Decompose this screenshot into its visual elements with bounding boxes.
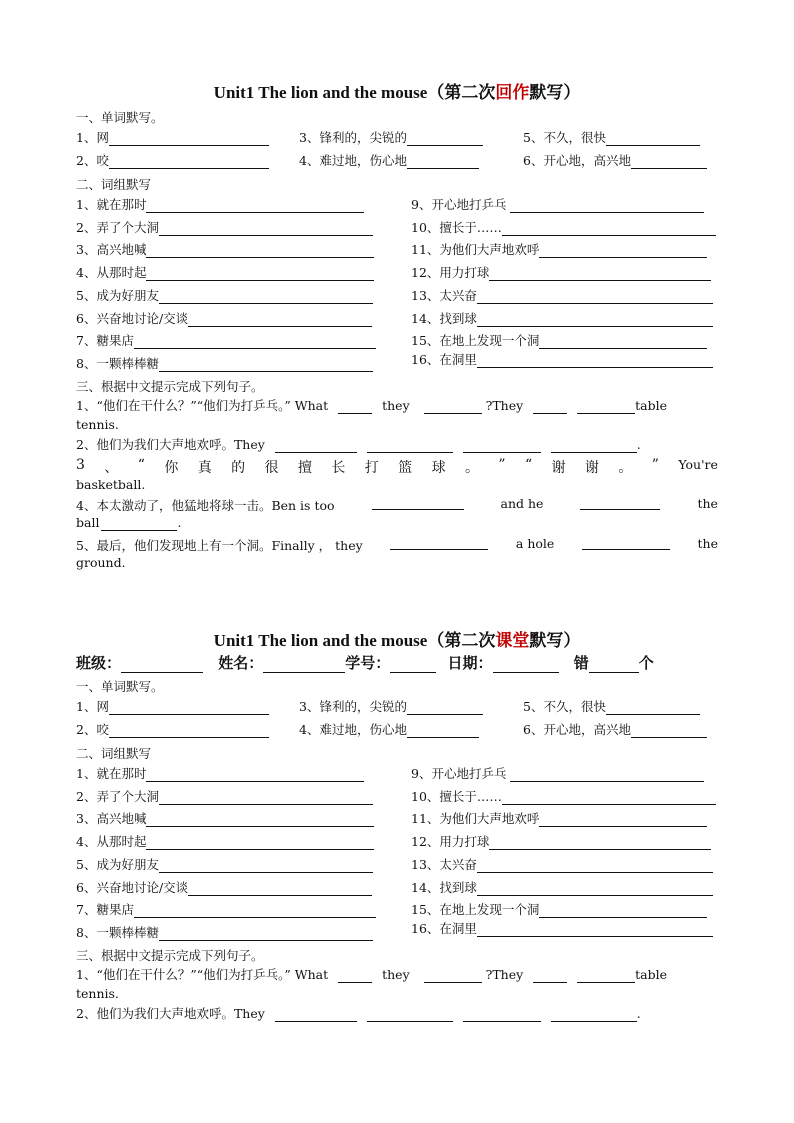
phrase-item: 3、高兴地喊: [76, 242, 374, 258]
sentence-1-cont: tennis.: [76, 986, 119, 1001]
word-item: 2、咬: [76, 722, 269, 738]
answer-blank[interactable]: [510, 199, 704, 213]
phrase-item: 16、在洞里: [411, 352, 713, 368]
answer-blank[interactable]: [424, 969, 482, 983]
answer-blank[interactable]: [539, 244, 707, 258]
sentence-5: 5、最后，他们发现地上有一个洞。Finally ， they a hole the: [76, 536, 718, 553]
answer-blank[interactable]: [338, 969, 372, 983]
answer-blank[interactable]: [582, 536, 670, 550]
answer-blank[interactable]: [463, 439, 541, 453]
answer-blank[interactable]: [109, 724, 269, 738]
phrase-item: 4、从那时起: [76, 834, 374, 850]
answer-blank[interactable]: [539, 904, 707, 918]
answer-blank[interactable]: [109, 155, 269, 169]
word-item: 3、锋利的，尖锐的: [299, 699, 483, 715]
phrase-item: 8、一颗棒棒糖: [76, 925, 373, 941]
answer-blank[interactable]: [477, 354, 713, 368]
answer-blank[interactable]: [146, 836, 374, 850]
answer-blank[interactable]: [510, 768, 704, 782]
answer-blank[interactable]: [489, 836, 711, 850]
phrase-item: 1、就在那时: [76, 197, 364, 213]
answer-blank[interactable]: [539, 813, 707, 827]
answer-blank[interactable]: [606, 132, 700, 146]
answer-blank[interactable]: [367, 1008, 453, 1022]
answer-blank[interactable]: [631, 155, 707, 169]
answer-blank[interactable]: [275, 1008, 357, 1022]
answer-blank[interactable]: [146, 244, 374, 258]
answer-blank[interactable]: [159, 791, 373, 805]
sentence-2: 2、他们为我们大声地欢呼。They .: [76, 437, 641, 452]
date-blank[interactable]: [493, 656, 559, 673]
answer-blank[interactable]: [146, 199, 364, 213]
answer-blank[interactable]: [489, 267, 711, 281]
answer-blank[interactable]: [407, 132, 483, 146]
phrase-item: 7、糖果店: [76, 902, 376, 918]
answer-blank[interactable]: [159, 290, 373, 304]
answer-blank[interactable]: [146, 768, 364, 782]
phrase-item: 11、为他们大声地欢呼: [411, 811, 707, 827]
answer-blank[interactable]: [606, 701, 700, 715]
phrase-item: 14、找到球: [411, 311, 713, 327]
answer-blank[interactable]: [631, 724, 707, 738]
title-text: Unit1 The lion and the mouse（第二次: [213, 631, 496, 650]
answer-blank[interactable]: [109, 701, 269, 715]
answer-blank[interactable]: [577, 969, 635, 983]
sentence-1: 1、“他们在干什么？”“他们为打乒乓。” What they ?They table: [76, 967, 668, 982]
phrase-item: 4、从那时起: [76, 265, 374, 281]
answer-blank[interactable]: [424, 400, 482, 414]
word-item: 1、网: [76, 699, 269, 715]
answer-blank[interactable]: [577, 400, 635, 414]
answer-blank[interactable]: [539, 335, 707, 349]
errors-blank[interactable]: [589, 656, 639, 673]
phrase-item: 9、开心地打乒乓: [411, 197, 704, 213]
answer-blank[interactable]: [146, 813, 374, 827]
answer-blank[interactable]: [477, 882, 713, 896]
phrase-item: 3、高兴地喊: [76, 811, 374, 827]
sentence-3: 3 、 “ 你 真 的 很 擅 长 打 篮 球 。 ” “ 谢 谢 。 ” You're: [76, 457, 718, 476]
answer-blank[interactable]: [338, 400, 372, 414]
answer-blank[interactable]: [407, 155, 479, 169]
answer-blank[interactable]: [551, 439, 637, 453]
phrase-item: 5、成为好朋友: [76, 288, 373, 304]
section-1-heading: 一、单词默写。: [76, 679, 164, 694]
phrase-item: 2、弄了个大洞: [76, 220, 373, 236]
phrase-item: 10、擅长于……: [411, 789, 716, 805]
answer-blank[interactable]: [159, 358, 373, 372]
answer-blank[interactable]: [477, 859, 713, 873]
answer-blank[interactable]: [146, 267, 374, 281]
phrase-item: 14、找到球: [411, 880, 713, 896]
answer-blank[interactable]: [188, 313, 372, 327]
student-info-line: 班级： 姓名： 学号： 日期： 错 个: [76, 654, 654, 672]
word-item: 6、开心地，高兴地: [523, 722, 707, 738]
answer-blank[interactable]: [101, 517, 177, 531]
answer-blank[interactable]: [533, 400, 567, 414]
section-2-heading: 二、词组默写: [76, 177, 152, 192]
phrase-item: 9、开心地打乒乓: [411, 766, 704, 782]
sheet2-title: [0, 626, 794, 651]
answer-blank[interactable]: [390, 536, 488, 550]
phrase-item: 16、在洞里: [411, 921, 713, 937]
answer-blank[interactable]: [407, 701, 483, 715]
name-blank[interactable]: [263, 656, 345, 673]
word-item: 4、难过地，伤心地: [299, 722, 479, 738]
answer-blank[interactable]: [551, 1008, 637, 1022]
title-text: Unit1 The lion and the mouse（第二次: [213, 83, 496, 102]
answer-blank[interactable]: [134, 904, 376, 918]
phrase-item: 8、一颗棒棒糖: [76, 356, 373, 372]
answer-blank[interactable]: [372, 496, 464, 510]
word-item: 6、开心地，高兴地: [523, 153, 707, 169]
phrase-item: 15、在地上发现一个洞: [411, 333, 707, 349]
answer-blank[interactable]: [188, 882, 372, 896]
sentence-4-cont: ball .: [76, 515, 182, 530]
answer-blank[interactable]: [134, 335, 376, 349]
phrase-item: 7、糖果店: [76, 333, 376, 349]
answer-blank[interactable]: [367, 439, 453, 453]
sentence-1-cont: tennis.: [76, 417, 119, 432]
phrase-item: 5、成为好朋友: [76, 857, 373, 873]
phrase-item: 12、用力打球: [411, 834, 711, 850]
section-2-heading: 二、词组默写: [76, 746, 152, 761]
phrase-item: 11、为他们大声地欢呼: [411, 242, 707, 258]
phrase-item: 10、擅长于……: [411, 220, 716, 236]
class-blank[interactable]: [121, 656, 203, 673]
title-red-text: 回作: [495, 83, 530, 102]
sentence-2: 2、他们为我们大声地欢呼。They .: [76, 1006, 641, 1021]
sheet1-title: [0, 78, 794, 103]
word-item: 5、不久，很快: [523, 130, 700, 146]
phrase-item: 6、兴奋地讨论/交谈: [76, 311, 372, 327]
phrase-item: 6、兴奋地讨论/交谈: [76, 880, 372, 896]
phrase-item: 12、用力打球: [411, 265, 711, 281]
answer-blank[interactable]: [159, 222, 373, 236]
section-3-heading: 三、根据中文提示完成下列句子。: [76, 379, 264, 394]
sentence-3-cont: basketball.: [76, 477, 146, 492]
title-text-end: 默写）: [529, 631, 581, 650]
word-item: 5、不久，很快: [523, 699, 700, 715]
answer-blank[interactable]: [463, 1008, 541, 1022]
answer-blank[interactable]: [407, 724, 479, 738]
answer-blank[interactable]: [533, 969, 567, 983]
answer-blank[interactable]: [477, 313, 713, 327]
phrase-item: 13、太兴奋: [411, 288, 713, 304]
sentence-5-cont: ground.: [76, 555, 126, 570]
answer-blank[interactable]: [580, 496, 660, 510]
title-red-text: 课堂: [495, 631, 530, 650]
answer-blank[interactable]: [477, 290, 713, 304]
phrase-item: 2、弄了个大洞: [76, 789, 373, 805]
section-3-heading: 三、根据中文提示完成下列句子。: [76, 948, 264, 963]
answer-blank[interactable]: [275, 439, 357, 453]
phrase-item: 1、就在那时: [76, 766, 364, 782]
answer-blank[interactable]: [502, 791, 716, 805]
sentence-1: 1、“他们在干什么？”“他们为打乒乓。” What they ?They table: [76, 398, 668, 413]
section-1-heading: 一、单词默写。: [76, 110, 164, 125]
answer-blank[interactable]: [159, 859, 373, 873]
title-text-end: 默写）: [529, 83, 581, 102]
word-item: 4、难过地，伤心地: [299, 153, 479, 169]
sentence-4: 4、本太激动了，他猛地将球一击。Ben is too and he the: [76, 496, 718, 513]
answer-blank[interactable]: [477, 923, 713, 937]
answer-blank[interactable]: [159, 927, 373, 941]
answer-blank[interactable]: [109, 132, 269, 146]
word-item: 1、网: [76, 130, 269, 146]
phrase-item: 13、太兴奋: [411, 857, 713, 873]
student-number-blank[interactable]: [390, 656, 436, 673]
word-item: 2、咬: [76, 153, 269, 169]
phrase-item: 15、在地上发现一个洞: [411, 902, 707, 918]
word-item: 3、锋利的，尖锐的: [299, 130, 483, 146]
answer-blank[interactable]: [502, 222, 716, 236]
